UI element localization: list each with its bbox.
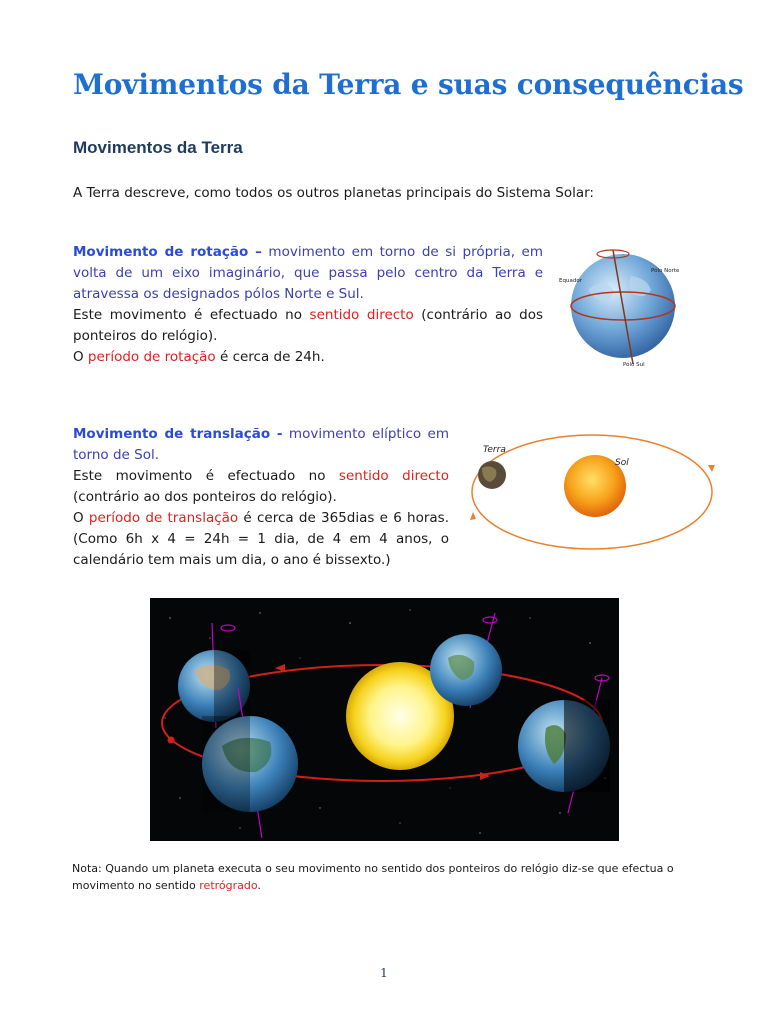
rotation-line3-b: é cerca de 24h. [215,349,325,365]
translation-line3-b: é cerca de 365dias e 6 horas. (Como 6h x 4 = 24h = 1 dia, de 4 em 4 anos, o calendário tem mais um dia, o ano é bissexto.) [73,510,449,568]
north-pole-label: Pólo Norte [651,268,680,274]
translation-period: período de translação [88,510,239,526]
page-title: Movimentos da Terra e suas consequências [73,68,744,101]
translation-label: Movimento de translação - [73,426,283,442]
translation-line2-a: Este movimento é efectuado no [73,468,339,484]
translation-line3-a: O [73,510,89,526]
rotation-paragraph [73,242,543,368]
intro-text: A Terra descreve, como todos os outros planetas principais do Sistema Solar: [73,185,594,201]
earth-label: Terra [483,445,506,455]
equator-label: Equador [559,278,582,284]
page-number: 1 [380,966,388,980]
south-pole-label: Pólo Sul [623,362,645,368]
translation-line2-b: (contrário ao dos ponteiros do relógio). [73,489,337,505]
translation-sense: sentido directo [338,468,449,484]
rotation-figure [553,240,693,370]
translation-desc: movimento elíptico em torno de Sol. [73,426,449,463]
section-heading: Movimentos da Terra [73,138,243,157]
translation-figure [465,432,720,557]
rotation-desc: movimento em torno de si própria, em volta de um eixo imaginário, que passa pelo centro da Terra e atravessa os designados pólos Norte e Sul. [73,244,543,302]
rotation-line2-a: Este movimento é efectuado no [73,307,310,323]
rotation-line2-b: (contrário ao dos ponteiros do relógio). [73,307,543,344]
sun-label: Sol [615,458,629,468]
note-text-b: . [257,879,261,892]
orbit-illustration [150,598,619,841]
note-retrograde: retrógrado [199,879,258,892]
orbit-arrow-icon [708,465,715,472]
rotation-line3-a: O [73,349,88,365]
translation-paragraph [73,424,449,571]
note-text [72,860,692,894]
orbit-arrow-icon [470,512,476,520]
rotation-label: Movimento de rotação – [73,244,262,260]
note-text-a: Nota: Quando um planeta executa o seu movimento no sentido dos ponteiros do relógio diz-se que efectua o movimento no sentido [72,862,674,892]
rotation-sense: sentido directo [309,307,414,323]
rotation-period: período de rotação [87,349,216,365]
